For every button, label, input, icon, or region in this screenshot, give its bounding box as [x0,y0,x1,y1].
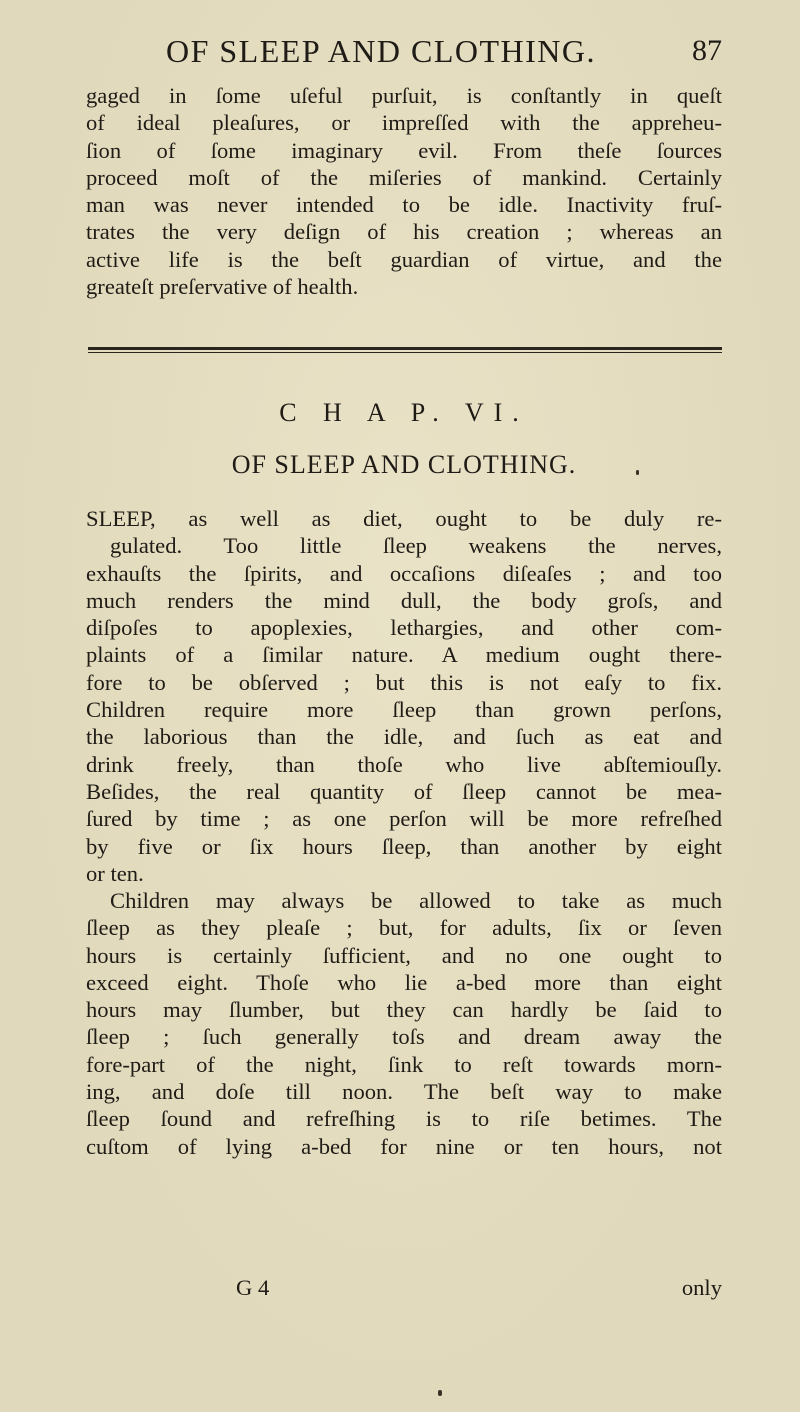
text-line: cuſtom of lying a-bed for nine or ten hours, not [86,1133,722,1159]
text-line: ſleep ſound and refreſhing is to riſe betimes. The [86,1106,722,1132]
text-line: man was never intended to be idle. Inactivity fruſ- [86,192,722,218]
chapter-label: C H A P. VI. [279,398,529,427]
text-line: Children require more ſleep than grown perſons, [86,697,722,723]
text-line: hours may ſlumber, but they can hardly be ſaid to [86,997,722,1023]
text-line: gaged in ſome uſeful purſuit, is conſtantly in queſt [86,83,722,108]
text-line: ing, and doſe till noon. The beſt way to make [86,1079,722,1105]
text-line: exhauſts the ſpirits, and occaſions diſeaſes ; and too [86,560,722,586]
text-line: Children may always be allowed to take as much [110,888,722,913]
text-line: fore-part of the night, ſink to reſt towards morn- [86,1051,722,1077]
running-head [86,28,722,74]
text-line: plaints of a ſimilar nature. A medium ought there- [86,642,722,668]
text-line: or ten. [86,860,144,886]
text-line: fore to be obſerved ; but this is not eaſy to fix. [86,669,722,695]
text-line: ſleep as they pleaſe ; but, for adults, ſix or ſeven [86,915,722,941]
section-rule [88,347,722,350]
text-line: greateſt preſervative of health. [86,274,359,300]
running-title: OF SLEEP AND CLOTHING. [165,33,597,69]
text-line: of ideal pleaſures, or impreſſed with the appreheu- [86,110,722,136]
text-line: drink freely, than thoſe who live abſtemiouſly. [86,751,722,777]
top-paragraph [86,82,722,300]
text-line: proceed moſt of the miſeries of mankind. Certainly [86,164,722,190]
text-line: ſured by time ; as one perſon will be more refreſhed [86,806,722,832]
paragraph-one [86,505,722,887]
chapter-title: OF SLEEP AND CLOTHING. [231,450,577,479]
ink-speck [438,1390,442,1396]
page-footer [86,1273,722,1303]
text-line: diſpoſes to apoplexies, lethargies, and other com- [86,615,722,641]
text-line: the laborious than the idle, and ſuch as eat and [86,724,722,750]
text-line: active life is the beſt guardian of virtue, and the [86,246,722,272]
page-number: 87 [692,34,722,67]
text-line: SLEEP, as well as diet, ought to be duly re- [86,506,722,531]
text-line: gulated. Too little ſleep weakens the nerves, [110,533,722,559]
text-line: hours is certainly ſufficient, and no one ought to [86,942,722,968]
signature-mark: G 4 [236,1275,270,1300]
text-line: exceed eight. Thoſe who lie a-bed more than eight [86,969,722,995]
text-line: ſleep ; ſuch generally toſs and dream away the [86,1024,722,1050]
text-line: Beſides, the real quantity of ſleep cannot be mea- [86,778,722,804]
catchword: only [681,1275,722,1300]
text-line: by five or ſix hours ſleep, than another by eight [86,833,722,859]
section-rule-thin [88,352,722,353]
text-line: much renders the mind dull, the body groſs, and [86,587,722,613]
paragraph-two [86,887,722,1160]
text-line: trates the very deſign of his creation ; whereas an [86,219,722,245]
ink-speck [636,470,639,475]
text-line: ſion of ſome imaginary evil. From theſe ſources [86,137,722,163]
